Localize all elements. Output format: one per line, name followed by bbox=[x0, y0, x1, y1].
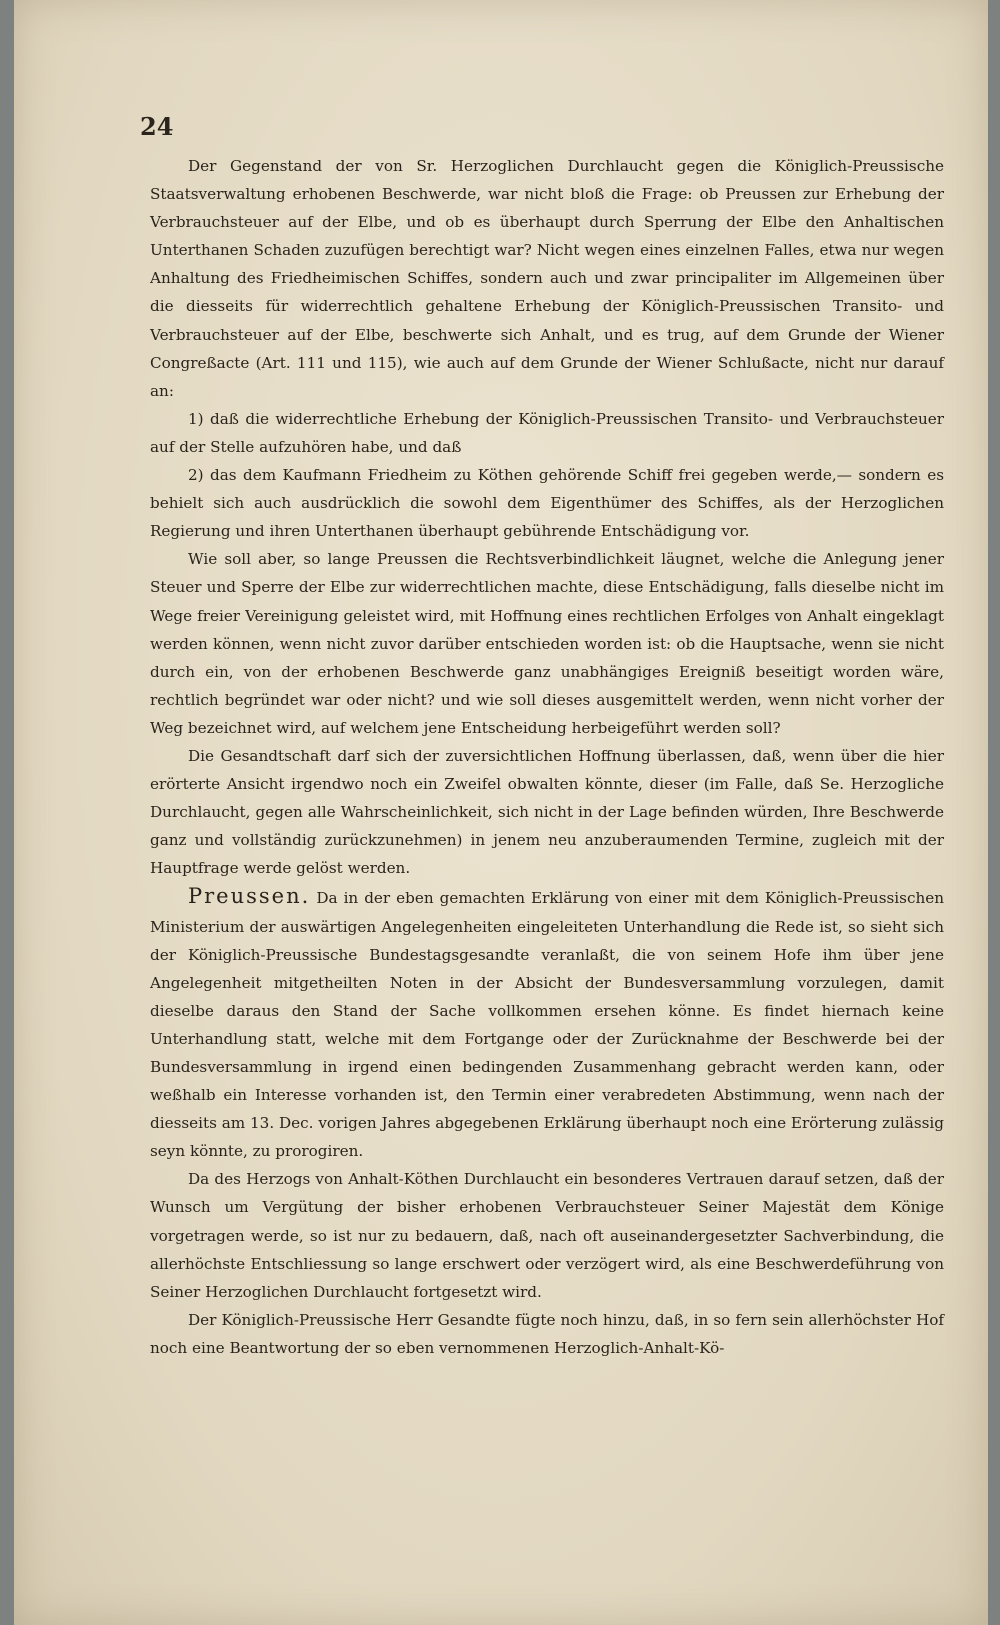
body-text bbox=[150, 152, 944, 1362]
paragraph-legation-hope: Die Gesandtschaft darf sich der zuversichtlichen Hoffnung überlassen, daß, wenn über die hier erörterte Ansicht irgendwo noch ein Zweifel obwalten könnte, dieser (im Falle, daß Se. Herzogliche Durchlaucht, gegen alle Wahrscheinlichkeit, sich nicht in der Lage befinden würden, Ihre Beschwerde ganz und vollständig zurückzunehmen) in jenem neu anzuberaumenden Termine, zugleich mit der Hauptfrage werde gelöst werden. bbox=[150, 746, 944, 878]
paragraph-duke-trust: Da des Herzogs von Anhalt-Köthen Durchlaucht ein besonderes Vertrauen darauf setzen, daß der Wunsch um Vergütung der bisher erhobenen Verbrauchsteuer Seiner Majestät dem Könige vorgetragen werde, so ist nur zu bedauern, daß, nach oft auseinandergesetzter Sachverbindung, die allerhöchste Entschliessung so lange erschwert oder verzögert wird, als eine Beschwerdeführung von Seiner Herzoglichen Durchlaucht fortgesetzt wird. bbox=[150, 1170, 944, 1301]
document-page bbox=[14, 0, 988, 1625]
paragraph-point-1: 1) daß die widerrechtliche Erhebung der Königlich-Preussischen Transito- und Verbrauchsteuer auf der Stelle aufzuhören habe, und daß bbox=[150, 409, 944, 456]
section-heading-preussen: Preussen. bbox=[188, 884, 311, 909]
section-preussen-intro bbox=[150, 882, 944, 1165]
page-number: 24 bbox=[140, 112, 174, 141]
paragraph-compensation-question: Wie soll aber, so lange Preussen die Rechtsverbindlichkeit läugnet, welche die Anlegung jener Steuer und Sperre der Elbe zur widerrechtlichen machte, diese Entschädigung, falls dieselbe nicht im Wege freier Vereinigung geleistet wird, mit Hoffnung eines rechtlichen Erfolges von Anhalt eingeklagt werden können, wenn nicht zuvor darüber entschieden worden ist: ob die Hauptsache, wenn sie nicht durch ein, von der erhobenen Beschwerde ganz unabhängiges Ereigniß beseitigt worden wäre, rechtlich begründet war oder nicht? und wie soll dieses ausgemittelt werden, wenn nicht vorher der Weg bezeichnet wird, auf welchem jene Entscheidung herbeigeführt werden soll? bbox=[150, 550, 944, 737]
section-preussen-intro-text: Da in der eben gemachten Erklärung von einer mit dem Königlich-Preussischen Ministerium der auswärtigen Angelegenheiten eingeleiteten Unterhandlung die Rede ist, so sieht sich der Königlich-Preussische Bundestagsgesandte veranlaßt, die von seinem Hofe ihm über jene Angelegenheit mitgetheilten Noten in der Absicht der Bundesversammlung vorzulegen, damit dieselbe daraus den Stand der Sache vollkommen ersehen könne. Es findet hiernach keine Unterhandlung statt, welche mit dem Fortgange oder der Zurücknahme der Beschwerde bei der Bundesversammlung in irgend einen bedingenden Zusammenhang gebracht werden kann, oder weßhalb ein Interesse vorhanden ist, den Termin einer verabredeten Abstimmung, wenn nach der diesseits am 13. Dec. vorigen Jahres abgegebenen Erklärung überhaupt noch eine Erörterung zulässig seyn könnte, zu prorogiren. bbox=[150, 889, 945, 1161]
paragraph-complaint-subject: Der Gegenstand der von Sr. Herzoglichen Durchlaucht gegen die Königlich-Preussische Staatsverwaltung erhobenen Beschwerde, war nicht bloß die Frage: ob Preussen zur Erhebung der Verbrauchsteuer auf der Elbe, und ob es überhaupt durch Sperrung der Elbe den Anhaltischen Unterthanen Schaden zuzufügen berechtigt war? Nicht wegen eines einzelnen Falles, etwa nur wegen Anhaltung des Friedheimischen Schiffes, sondern auch und zwar principaliter im Allgemeinen über die diesseits für widerrechtlich gehaltene Erhebung der Königlich-Preussischen Transito- und Verbrauchsteuer auf der Elbe, beschwerte sich Anhalt, und es trug, auf dem Grunde der Wiener Congreßacte (Art. 111 und 115), wie auch auf dem Grunde der Wiener Schlußacte, nicht nur darauf an: bbox=[150, 157, 944, 400]
paragraph-point-2: 2) das dem Kaufmann Friedheim zu Köthen gehörende Schiff frei gegeben werde,— sondern es behielt sich auch ausdrücklich die sowohl dem Eigenthümer des Schiffes, als der Herzoglichen Regierung und ihren Unterthanen überhaupt gebührende Entschädigung vor. bbox=[150, 466, 944, 541]
paragraph-envoy-addition: Der Königlich-Preussische Herr Gesandte fügte noch hinzu, daß, in so fern sein allerhöchster Hof noch eine Beantwortung der so eben vernommenen Herzoglich-Anhalt-Kö- bbox=[150, 1310, 944, 1357]
